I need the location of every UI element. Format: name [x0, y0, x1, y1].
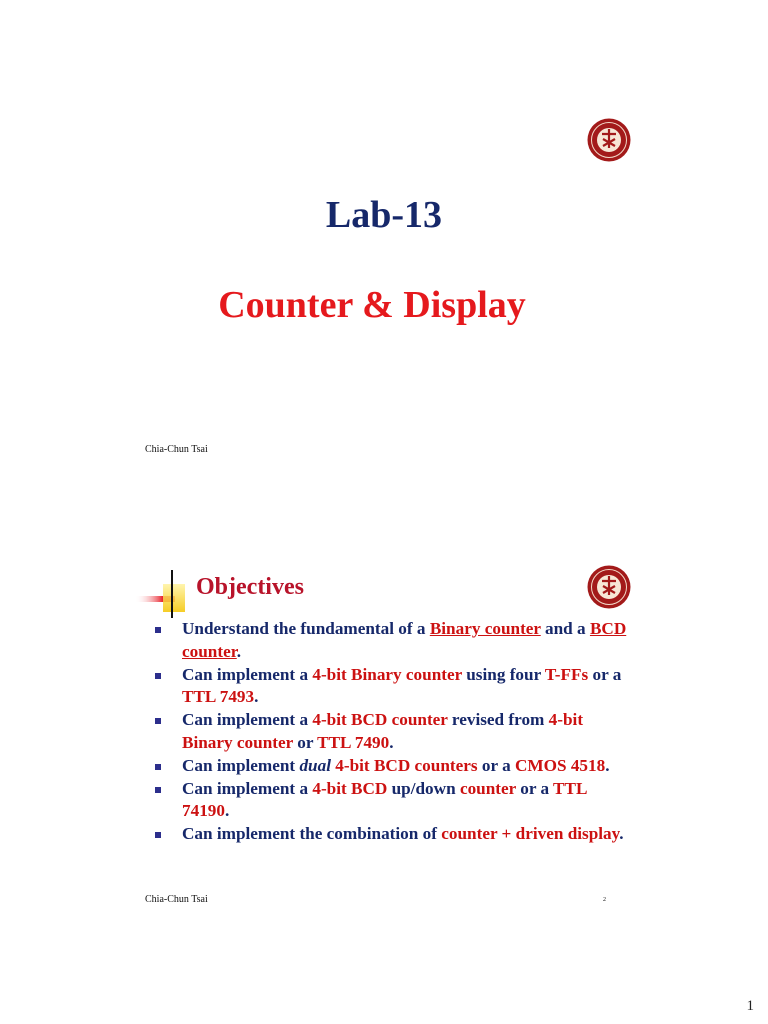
list-item — [152, 778, 632, 824]
list-item — [152, 755, 632, 778]
list-item — [152, 823, 632, 846]
bullet-text-segment: or a — [588, 664, 622, 684]
bullet-text-segment: . — [224, 801, 230, 821]
objectives-list — [152, 618, 632, 846]
slide-number: 2 — [603, 897, 606, 903]
bullet-text-segment: . — [619, 824, 624, 844]
bullet-text-segment: T-FFs — [544, 664, 589, 684]
objectives-title: Objectives — [196, 574, 304, 600]
bullet-text-segment: counter — [459, 778, 516, 798]
slide-2 — [0, 512, 768, 912]
bullet-text-segment: . — [389, 732, 394, 752]
bullet-text-segment: Can implement a — [182, 710, 313, 730]
bullet-icon — [155, 718, 161, 724]
bullet-icon — [155, 764, 161, 770]
list-item — [152, 709, 632, 755]
bullet-text-segment: using four — [461, 664, 545, 684]
bullet-text-segment: 4-bit BCD — [312, 778, 388, 798]
bullet-text-segment: Can implement a — [182, 664, 313, 684]
bullet-icon — [155, 832, 161, 838]
bullet-text-segment: BCD counter — [182, 619, 627, 661]
bullet-text-segment: . — [605, 755, 610, 775]
bullet-text-segment: 4-bit BCD counters — [335, 755, 478, 775]
lab-title: Lab-13 — [325, 194, 443, 236]
bullet-text-segment: TTL 7493 — [182, 687, 255, 707]
bullet-text-segment: revised from — [447, 710, 549, 730]
bullet-text-segment: dual — [299, 755, 331, 775]
bullet-text-segment: TTL 7490 — [317, 732, 390, 752]
bullet-text-segment: Can implement a — [182, 778, 313, 798]
bullet-text-segment: and a — [540, 619, 590, 638]
bullet-text-segment: up/down — [387, 778, 460, 798]
bullet-text-segment: or a — [477, 755, 515, 775]
bullet-text-segment: Can implement — [182, 755, 300, 775]
title-decoration-icon — [135, 570, 195, 618]
bullet-text-segment: Understand the fundamental of a — [182, 619, 430, 638]
bullet-icon — [155, 627, 161, 633]
bullet-icon — [155, 787, 161, 793]
bullet-text-segment: CMOS 4518 — [514, 755, 606, 775]
list-item — [152, 664, 632, 710]
bullet-text-segment: . — [254, 687, 259, 707]
bullet-text-segment: . — [236, 641, 242, 661]
bullet-text-segment: counter + driven display — [441, 824, 620, 844]
bullet-text-segment: TTL 74190 — [182, 778, 587, 821]
bullet-text-segment: 4-bit Binary counter — [312, 664, 462, 684]
university-logo-icon — [586, 564, 632, 610]
bullet-text-segment: 4-bit BCD counter — [312, 710, 448, 730]
author-name: Chia-Chun Tsai — [145, 444, 208, 455]
page-number: 1 — [746, 998, 754, 1014]
bullet-text-segment: Can implement the combination of — [182, 824, 442, 844]
list-item — [152, 618, 632, 664]
bullet-text-segment: 4-bit Binary counter — [182, 710, 584, 752]
main-title: Counter & Display — [218, 284, 526, 326]
bullet-text-segment: Binary counter — [429, 619, 541, 638]
bullet-text-segment: or a — [515, 778, 554, 798]
author-name: Chia-Chun Tsai — [145, 894, 208, 905]
bullet-text-segment: or — [292, 732, 318, 752]
bullet-icon — [155, 673, 161, 679]
university-logo-icon — [586, 117, 632, 163]
